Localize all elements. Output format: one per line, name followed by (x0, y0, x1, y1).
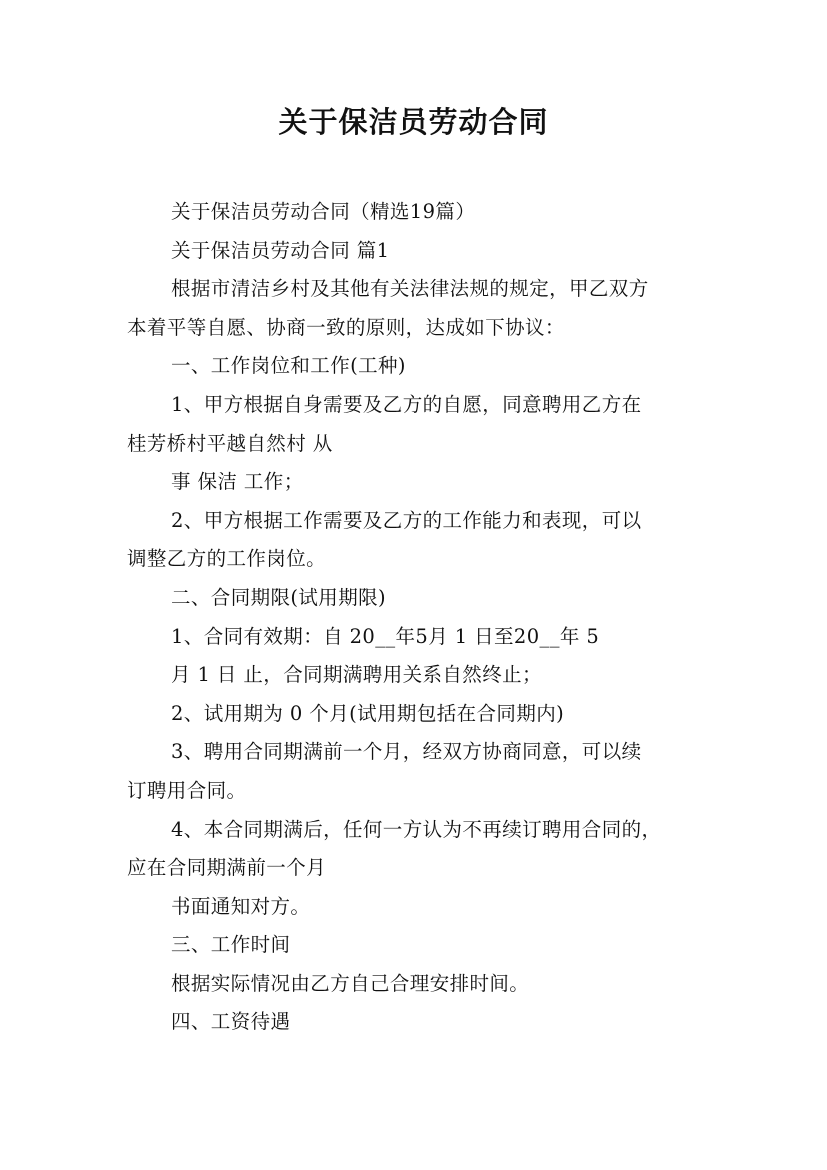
paragraph-line: 订聘用合同。 (127, 778, 247, 802)
paragraph-line: 2、试用期为 0 个月(试用期包括在合同期内) (171, 701, 565, 725)
paragraph-line: 调整乙方的工作岗位。 (127, 547, 327, 571)
paragraph-line: 一、工作岗位和工作(工种) (171, 354, 406, 378)
paragraph-line: 本着平等自愿、协商一致的原则，达成如下协议： (127, 315, 565, 339)
paragraph-line: 4、本合同期满后，任何一方认为不再续订聘用合同的， (171, 817, 662, 841)
document-body (127, 193, 717, 1042)
paragraph-line: 1、合同有效期：自 20__年5月 1 日至20__年 5 (171, 624, 600, 648)
paragraph-line: 桂芳桥村平越自然村 从 (127, 431, 333, 455)
paragraph-line: 月 1 日 止，合同期满聘用关系自然终止； (171, 663, 542, 687)
paragraph-line: 2、甲方根据工作需要及乙方的工作能力和表现，可以 (171, 508, 642, 532)
paragraph-line: 关于保洁员劳动合同 篇1 (171, 238, 390, 262)
paragraph-line: 3、聘用合同期满前一个月，经双方协商同意，可以续 (171, 740, 642, 764)
paragraph-line: 二、合同期限(试用期限) (171, 585, 387, 609)
document-title: 关于保洁员劳动合同 (278, 105, 549, 139)
paragraph-line: 根据实际情况由乙方自己合理安排时间。 (171, 971, 530, 995)
paragraph-line: 书面通知对方。 (171, 894, 311, 918)
paragraph-line: 事 保洁 工作； (171, 470, 304, 494)
paragraph-line: 三、工作时间 (171, 933, 291, 957)
paragraph-line: 根据市清洁乡村及其他有关法律法规的规定，甲乙双方 (171, 277, 649, 301)
paragraph-line: 关于保洁员劳动合同（精选19篇） (171, 200, 476, 223)
paragraph-line: 四、工资待遇 (171, 1010, 291, 1034)
paragraph-line: 应在合同期满前一个月 (127, 856, 327, 880)
paragraph-line: 1、甲方根据自身需要及乙方的自愿，同意聘用乙方在 (171, 392, 642, 416)
